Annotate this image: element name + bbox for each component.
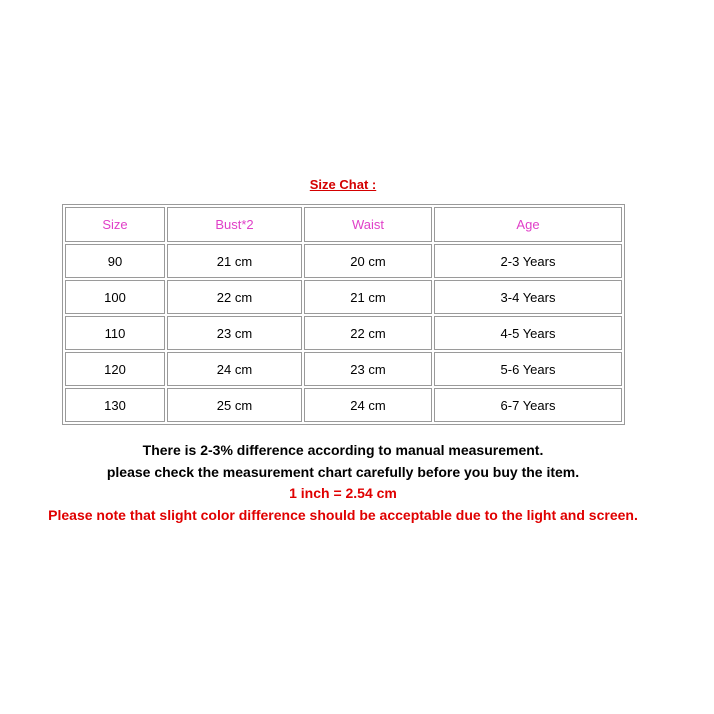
table-header-row xyxy=(65,207,622,242)
cell-waist: 21 cm xyxy=(304,280,432,314)
table-row xyxy=(65,280,622,314)
cell-size: 100 xyxy=(65,280,165,314)
cell-age: 5-6 Years xyxy=(434,352,622,386)
header-size: Size xyxy=(65,207,165,242)
note-manual-measurement: There is 2-3% difference according to manual measurement. xyxy=(142,442,544,458)
cell-waist: 20 cm xyxy=(304,244,432,278)
table-row xyxy=(65,244,622,278)
cell-waist: 24 cm xyxy=(304,388,432,422)
cell-age: 6-7 Years xyxy=(434,388,622,422)
table-row xyxy=(65,352,622,386)
cell-size: 120 xyxy=(65,352,165,386)
header-bust: Bust*2 xyxy=(167,207,302,242)
cell-waist: 23 cm xyxy=(304,352,432,386)
header-waist: Waist xyxy=(304,207,432,242)
note-inch-conversion: 1 inch = 2.54 cm xyxy=(289,485,397,501)
cell-size: 130 xyxy=(65,388,165,422)
cell-waist: 22 cm xyxy=(304,316,432,350)
table-row xyxy=(65,316,622,350)
size-table xyxy=(62,204,625,425)
size-chart-title: Size Chat : xyxy=(309,177,377,192)
header-age: Age xyxy=(434,207,622,242)
cell-bust: 25 cm xyxy=(167,388,302,422)
note-color-difference: Please note that slight color difference should be acceptable due to the light and screen. xyxy=(48,506,638,523)
cell-size: 110 xyxy=(65,316,165,350)
notes-block xyxy=(0,440,686,526)
cell-bust: 22 cm xyxy=(167,280,302,314)
cell-age: 2-3 Years xyxy=(434,244,622,278)
cell-size: 90 xyxy=(65,244,165,278)
note-check-chart: please check the measurement chart carefully before you buy the item. xyxy=(106,463,580,480)
cell-bust: 21 cm xyxy=(167,244,302,278)
cell-age: 4-5 Years xyxy=(434,316,622,350)
cell-bust: 23 cm xyxy=(167,316,302,350)
cell-age: 3-4 Years xyxy=(434,280,622,314)
table-row xyxy=(65,388,622,422)
cell-bust: 24 cm xyxy=(167,352,302,386)
